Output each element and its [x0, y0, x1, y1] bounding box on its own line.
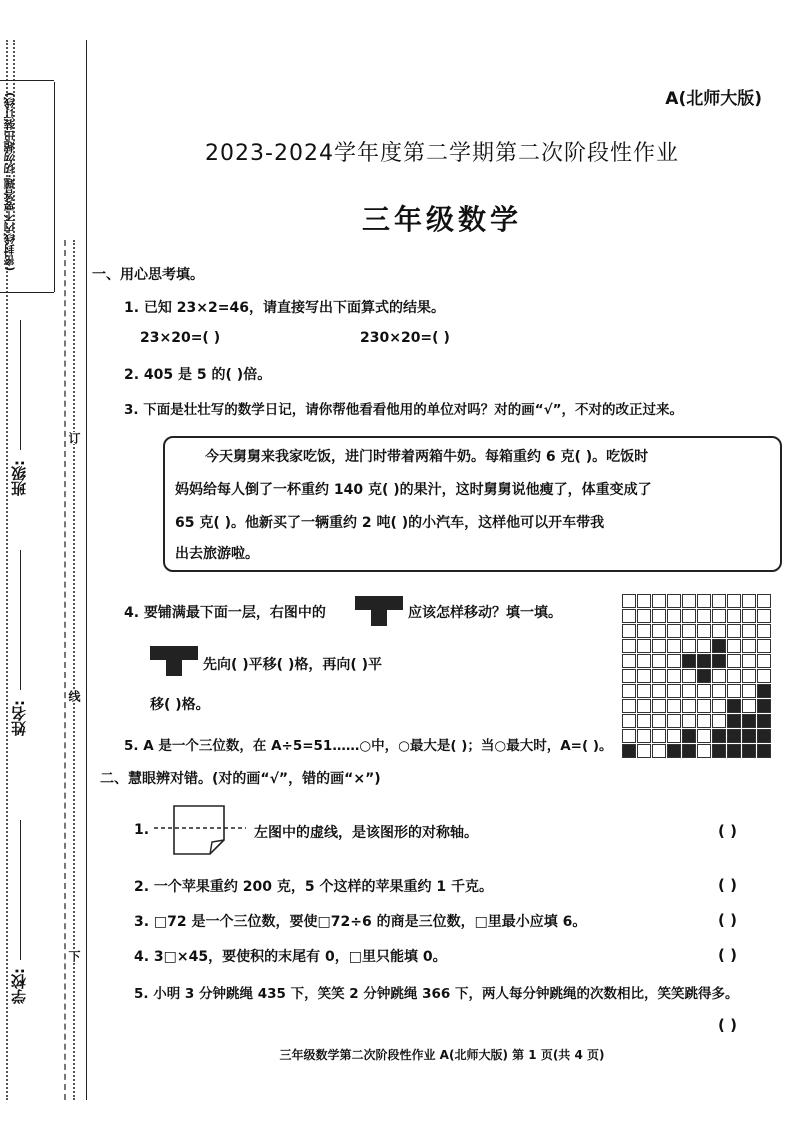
grid-cell — [727, 684, 741, 698]
grid-cell — [682, 594, 696, 608]
grid-cell — [637, 669, 651, 683]
s2-item5-text: 5. 小明 3 分钟跳绳 435 下，笑笑 2 分钟跳绳 366 下，两人每分钟跳绳的次数相比，笑笑跳得多。 — [134, 986, 739, 1002]
grid-cell — [652, 729, 666, 743]
grid-cell — [727, 714, 741, 728]
grid-cell — [742, 669, 756, 683]
grid-cell — [667, 684, 681, 698]
grid-cell — [637, 624, 651, 638]
grid-cell — [712, 624, 726, 638]
q4-line1[interactable]: 先向( )平移( )格，再向( )平 — [203, 657, 383, 673]
grid-cell — [757, 654, 771, 668]
grid-cell — [622, 594, 636, 608]
grid-cell — [667, 744, 681, 758]
grid-cell — [682, 699, 696, 713]
grid-cell — [697, 639, 711, 653]
grid-cell — [697, 684, 711, 698]
grid-cell — [667, 609, 681, 623]
grid-cell — [622, 624, 636, 638]
mark-ding: 订 — [67, 432, 81, 444]
grid-cell — [712, 684, 726, 698]
grid-cell — [742, 654, 756, 668]
notice-box-border — [54, 82, 55, 292]
grid-cell — [757, 669, 771, 683]
grid-cell — [757, 744, 771, 758]
edition-label: A(北师大版) — [665, 89, 762, 109]
grid-cell — [622, 669, 636, 683]
grid-cell — [697, 624, 711, 638]
grid-cell — [742, 699, 756, 713]
grid-cell — [637, 639, 651, 653]
grid-cell — [712, 699, 726, 713]
diary-line-4: 出去旅游啦。 — [175, 546, 259, 562]
s2-item1-text: 左图中的虚线，是该图形的对称轴。 — [254, 825, 478, 841]
grid-cell — [652, 639, 666, 653]
grid-cell — [682, 744, 696, 758]
grid-cell — [622, 639, 636, 653]
grid-cell — [667, 714, 681, 728]
grid-cell — [727, 729, 741, 743]
grid-cell — [742, 594, 756, 608]
grid-cell — [712, 744, 726, 758]
grid-cell — [652, 684, 666, 698]
grid-cell — [637, 609, 651, 623]
grid-cell — [682, 609, 696, 623]
grid-cell — [742, 624, 756, 638]
page-footer: 三年级数学第二次阶段性作业 A(北师大版) 第 1 页(共 4 页) — [279, 1048, 605, 1062]
grid-cell — [682, 639, 696, 653]
grid-cell — [757, 684, 771, 698]
grid-cell — [742, 609, 756, 623]
grid-cell — [697, 609, 711, 623]
school-label: 学校: — [10, 968, 28, 1004]
grid-cell — [637, 654, 651, 668]
grid-cell — [667, 654, 681, 668]
grid-cell — [757, 624, 771, 638]
grid-cell — [742, 714, 756, 728]
q4-line2[interactable]: 移( )格。 — [150, 697, 210, 713]
grid-cell — [622, 744, 636, 758]
grid-cell — [697, 669, 711, 683]
grid-cell — [712, 639, 726, 653]
grid-cell — [712, 609, 726, 623]
grid-cell — [697, 699, 711, 713]
binding-notice: (密封线内不要答题·切勿超出装订线) — [3, 92, 16, 272]
grid-cell — [652, 744, 666, 758]
grid-cell — [697, 729, 711, 743]
section2-heading: 二、慧眼辨对错。(对的画“√”，错的画“×”) — [100, 771, 381, 787]
grid-cell — [757, 594, 771, 608]
grid-cell — [727, 654, 741, 668]
q1-a[interactable]: 23×20=( ) — [140, 330, 221, 346]
q4-text: 4. 要铺满最下面一层，右图中的 — [124, 605, 326, 621]
grid-cell — [682, 654, 696, 668]
grid-cell — [727, 609, 741, 623]
grid-cell — [697, 654, 711, 668]
grid-cell — [667, 669, 681, 683]
class-label: 班级: — [10, 460, 28, 496]
grid-cell — [667, 729, 681, 743]
grid-cell — [622, 609, 636, 623]
grid-cell — [637, 684, 651, 698]
s2-item2-text: 2. 一个苹果重约 200 克，5 个这样的苹果重约 1 千克。 — [134, 879, 494, 895]
grid-cell — [622, 654, 636, 668]
grid-cell — [682, 669, 696, 683]
grid-cell — [727, 699, 741, 713]
notice-box-top — [0, 80, 54, 81]
binding-dashed-line — [64, 240, 66, 1100]
grid-cell — [682, 624, 696, 638]
grid-cell — [757, 714, 771, 728]
grid-cell — [757, 639, 771, 653]
diary-line-3[interactable]: 65 克( )。他新买了一辆重约 2 吨( )的小汽车，这样他可以开车带我 — [175, 515, 605, 531]
s2-item3-text: 3. □72 是一个三位数，要使□72÷6 的商是三位数，□里最小应填 6。 — [134, 914, 587, 930]
grid-cell — [712, 669, 726, 683]
page-title: 2023-2024学年度第二学期第二次阶段性作业 — [205, 141, 679, 166]
grid-cell — [712, 654, 726, 668]
grid-cell — [712, 729, 726, 743]
grid-cell — [682, 684, 696, 698]
q3-text: 3. 下面是壮壮写的数学日记，请你帮他看看他用的单位对吗？对的画“√”，不对的改正过来。 — [124, 402, 683, 418]
grid-cell — [697, 594, 711, 608]
grid-cell — [637, 594, 651, 608]
grid-cell — [667, 699, 681, 713]
s2-item1-answer[interactable]: ( ) — [718, 822, 737, 840]
s2-item4-answer[interactable]: ( ) — [718, 946, 737, 964]
grid-cell — [622, 714, 636, 728]
grid-cell — [757, 729, 771, 743]
grid-cell — [637, 714, 651, 728]
name-label: 姓名: — [10, 700, 28, 736]
grid-cell — [757, 609, 771, 623]
diary-line-2[interactable]: 妈妈给每人倒了一杯重约 140 克( )的果汁，这时舅舅说他瘦了，体重变成了 — [175, 482, 652, 498]
diary-box — [163, 436, 782, 572]
grid-cell — [652, 624, 666, 638]
grid-cell — [622, 699, 636, 713]
grid-cell — [712, 714, 726, 728]
notice-box-bottom — [0, 292, 54, 293]
s2-item1-num: 1. — [134, 822, 150, 838]
grid-cell — [757, 699, 771, 713]
grid-cell — [652, 669, 666, 683]
class-field[interactable] — [20, 320, 21, 450]
grid-cell — [637, 729, 651, 743]
grid-cell — [682, 729, 696, 743]
q5-text[interactable]: 5. A 是一个三位数，在 A÷5=51……○中，○最大是( )；当○最大时，A=( )。 — [124, 738, 613, 754]
grid-cell — [742, 639, 756, 653]
grid-cell — [637, 699, 651, 713]
grid-cell — [727, 624, 741, 638]
s2-item5-answer[interactable]: ( ) — [718, 1016, 737, 1034]
grid-cell — [697, 714, 711, 728]
school-field[interactable] — [20, 820, 21, 960]
subject-title: 三年级数学 — [361, 203, 522, 236]
grid-cell — [742, 684, 756, 698]
q2-text[interactable]: 2. 405 是 5 的( )倍。 — [124, 367, 272, 383]
grid-cell — [667, 639, 681, 653]
diary-line-1[interactable]: 今天舅舅来我家吃饭，进门时带着两箱牛奶。每箱重约 6 克( )。吃饭时 — [205, 449, 649, 465]
grid-cell — [652, 714, 666, 728]
grid-cell — [727, 594, 741, 608]
grid-cell — [667, 624, 681, 638]
grid-cell — [667, 594, 681, 608]
grid-cell — [622, 729, 636, 743]
name-field[interactable] — [20, 550, 21, 690]
s2-item4-text: 4. 3□×45，要使积的末尾有 0，□里只能填 0。 — [134, 949, 447, 965]
grid-cell — [727, 744, 741, 758]
grid-cell — [727, 669, 741, 683]
q1-b[interactable]: 230×20=( ) — [360, 330, 450, 346]
grid-cell — [682, 714, 696, 728]
grid-cell — [652, 594, 666, 608]
grid-cell — [712, 594, 726, 608]
s2-item2-answer[interactable]: ( ) — [718, 876, 737, 894]
q1-text: 1. 已知 23×2=46，请直接写出下面算式的结果。 — [124, 300, 445, 316]
grid-cell — [727, 639, 741, 653]
grid-cell — [637, 744, 651, 758]
s2-item3-answer[interactable]: ( ) — [718, 911, 737, 929]
mark-xia: 下 — [67, 950, 81, 962]
binding-dotted-line-2 — [73, 240, 75, 1100]
grid-cell — [697, 744, 711, 758]
grid-cell — [652, 609, 666, 623]
grid-cell — [622, 684, 636, 698]
grid-cell — [652, 654, 666, 668]
grid-cell — [652, 699, 666, 713]
mark-xian: 线 — [67, 690, 81, 702]
grid-cell — [742, 744, 756, 758]
q4-text2: 应该怎样移动？填一填。 — [408, 605, 562, 621]
section1-heading: 一、用心思考填。 — [92, 267, 204, 283]
grid-cell — [742, 729, 756, 743]
